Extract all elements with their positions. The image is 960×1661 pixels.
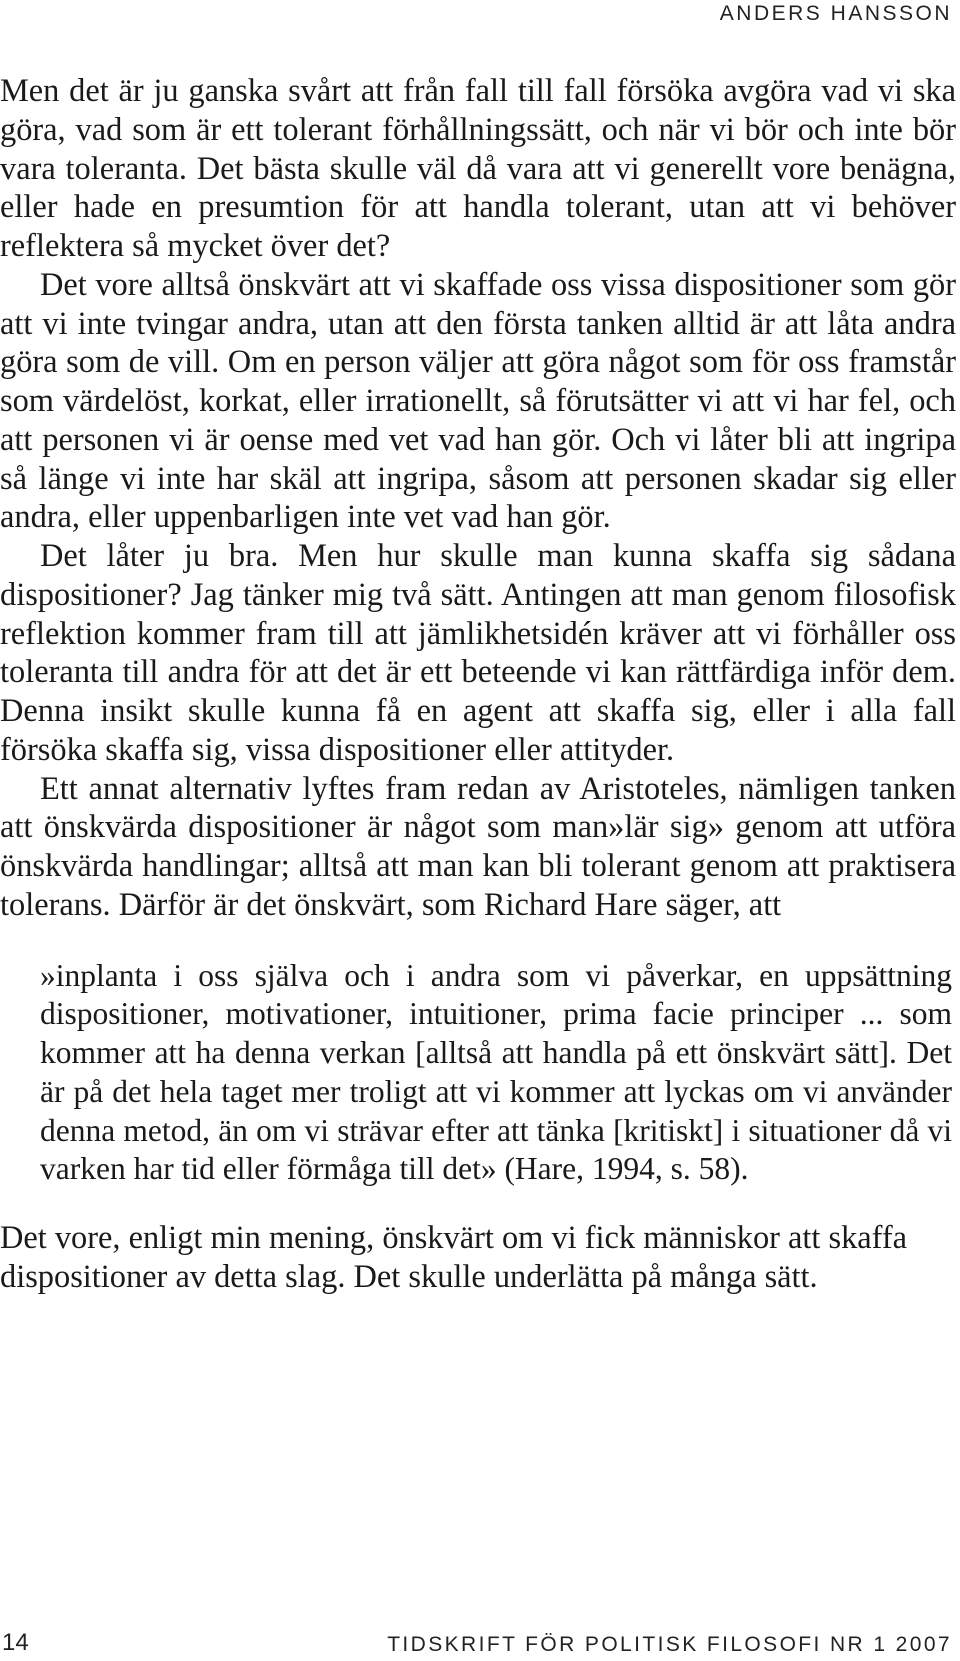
paragraph-4: Ett annat alternativ lyftes fram redan av Aristoteles, nämligen tanken att önskvärda dispositioner är något som man»lär sig» genom att utföra önskvärda handlingar; alltså att man kan bli tolerant genom att praktisera tolerans. Därför är det önskvärt, som Richard Hare säger, att [0, 770, 956, 923]
block-quote-hare: »inplanta i oss själva och i andra som vi påverkar, en uppsättning dispositioner, motivationer, intuitioner, prima facie principer ... som kommer att ha denna verkan [alltså att handla på ett önskvärt sätt]. Det är på det hela taget mer troligt att vi kommer att lyckas om vi använder denna metod, än om vi strävar efter att tänka [kritiskt] i situationer då vi varken har tid eller förmåga till det» (Hare, 1994, s. 58). [40, 957, 952, 1187]
journal-footer: TIDSKRIFT FÖR POLITISK FILOSOFI NR 1 2007 [387, 1633, 952, 1656]
paragraph-1: Men det är ju ganska svårt att från fall till fall försöka avgöra vad vi ska göra, vad som är ett tolerant förhållningssätt, och när vi bör och inte bör vara toleranta. Det bästa skulle väl då vara att vi generellt vore benägna, eller hade en presumtion för att handla tolerant, utan att vi behöver reflektera så mycket över det? [0, 73, 956, 264]
paragraph-3: Det låter ju bra. Men hur skulle man kunna skaffa sig sådana dispositioner? Jag tänker mig två sätt. Antingen att man genom filosofisk reflektion kommer fram till att jämlikhetsidén kräver att vi förhåller oss toleranta till andra för att det är ett beteende vi kan rättfärdiga inför dem. Denna insikt skulle kunna få en agent att skaffa sig, eller i alla fall försöka skaffa sig, vissa dispositioner eller attityder. [0, 538, 956, 768]
running-head: ANDERS HANSSON [719, 2, 952, 25]
page-number: 14 [2, 1629, 29, 1656]
closing-paragraph: Det vore, enligt min mening, önskvärt om vi fick människor att skaffa dispositioner av detta slag. Det skulle underlätta på många sätt. [0, 1220, 908, 1295]
article-body [0, 72, 956, 1297]
paragraph-2: Det vore alltså önskvärt att vi skaffade oss vissa dispositioner som gör att vi inte tvingar andra, utan att den första tanken alltid är att låta andra göra som de vill. Om en person väljer att göra något som för oss framstår som värdelöst, korkat, eller irrationellt, så förutsätter vi att vi har fel, och att personen vi är oense med vet vad han gör. Och vi låter bli att ingripa så länge vi inte har skäl att ingripa, såsom att personen skadar sig eller andra, eller uppenbarligen inte vet vad han gör. [0, 266, 956, 536]
